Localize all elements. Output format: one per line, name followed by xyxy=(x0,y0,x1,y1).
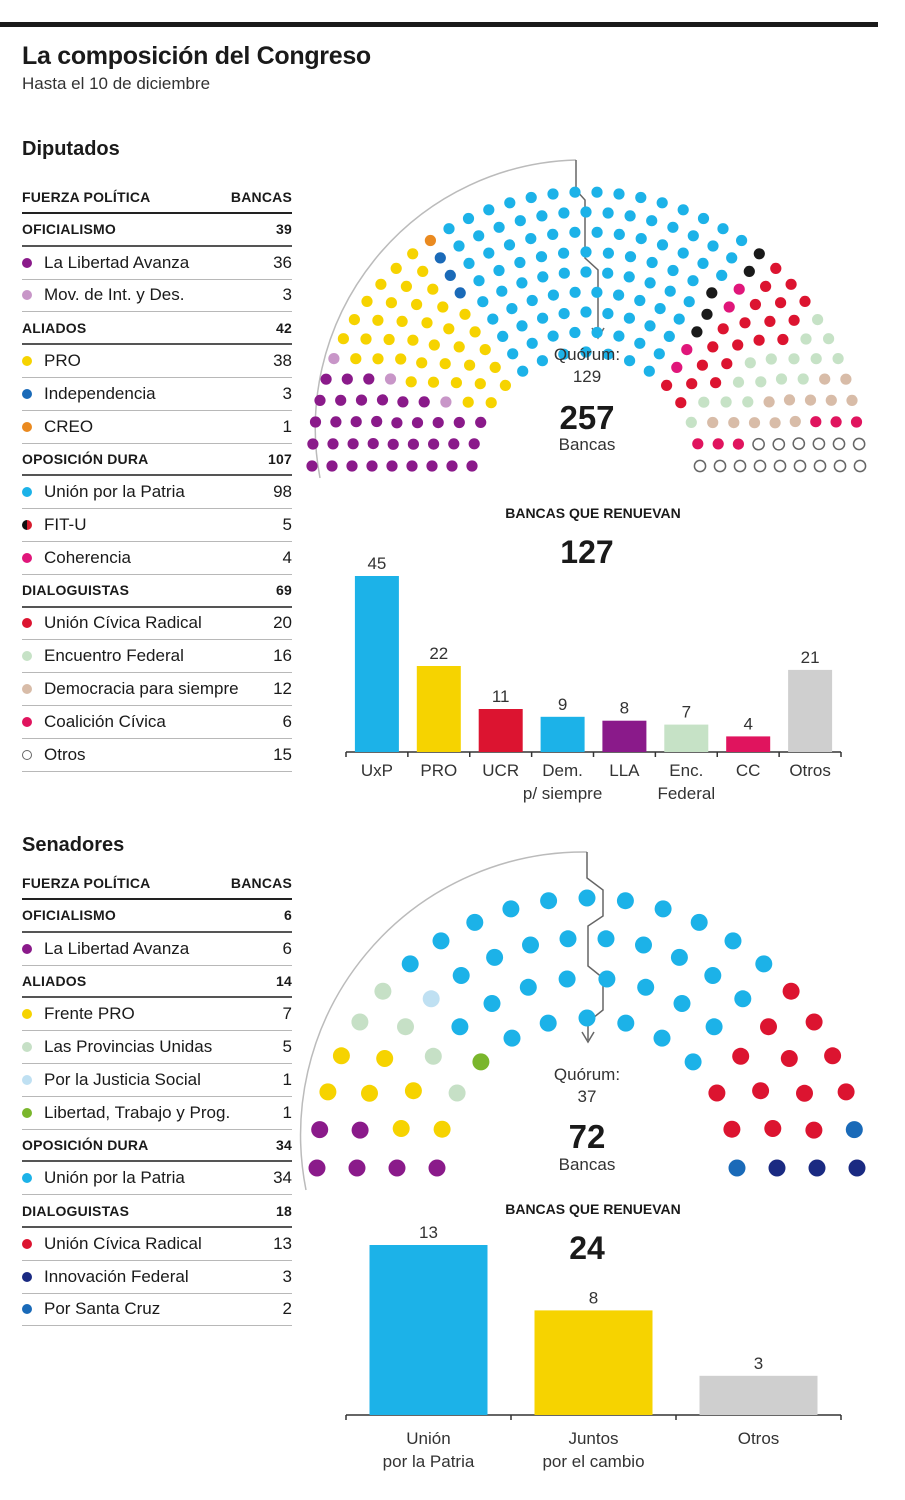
row-value: 42 xyxy=(276,319,292,336)
row-value: 98 xyxy=(273,482,292,502)
row-value: 34 xyxy=(273,1168,292,1188)
seat-innov xyxy=(849,1160,866,1177)
row-value: 3 xyxy=(282,1266,292,1286)
seat-prov xyxy=(351,1014,368,1031)
senadores-title: Senadores xyxy=(22,834,125,856)
quorum-label: Quórum: xyxy=(553,345,621,364)
row-value: 107 xyxy=(268,450,292,467)
category-label: Enc. xyxy=(669,761,704,780)
row-value: 1 xyxy=(282,416,292,436)
row-label: Democracia para siempre xyxy=(44,679,239,699)
row-label: OFICIALISMO xyxy=(22,221,116,238)
row-value: 1 xyxy=(282,1102,292,1122)
row-label: Otros xyxy=(44,744,86,764)
col-force-header: FUERZA POLÍTICA xyxy=(22,189,151,205)
row-label: OPOSICIÓN DURA xyxy=(22,1136,149,1153)
row-label: Encuentro Federal xyxy=(44,646,184,666)
seat-uxp xyxy=(637,979,654,996)
seat-pro xyxy=(393,1120,410,1137)
row-label: DIALOGUISTAS xyxy=(22,1202,130,1219)
seat-total-label: Bancas xyxy=(558,1155,616,1174)
seat-ucr xyxy=(732,1048,749,1065)
seat-lla xyxy=(309,1160,326,1177)
seat-pro xyxy=(405,1082,422,1099)
row-label: Coherencia xyxy=(44,547,131,567)
bar-otros xyxy=(700,1376,818,1415)
category-label: Federal xyxy=(657,784,716,803)
seat-lla xyxy=(352,1122,369,1139)
seat-uxp xyxy=(617,892,634,909)
seat-uxp xyxy=(502,900,519,917)
seat-uxp xyxy=(598,930,615,947)
seat-prov xyxy=(397,1018,414,1035)
seat-uxp xyxy=(579,890,596,907)
seat-ucr xyxy=(781,1050,798,1067)
seat-lla xyxy=(389,1160,406,1177)
row-label: La Libertad Avanza xyxy=(44,938,190,958)
seat-uxp xyxy=(560,930,577,947)
row-value: 3 xyxy=(282,383,292,403)
row-value: 6 xyxy=(282,711,292,731)
row-label: Independencia xyxy=(44,383,156,403)
seat-uxp xyxy=(617,1015,634,1032)
seat-total: 72 xyxy=(568,1118,606,1155)
row-value: 69 xyxy=(276,582,292,599)
row-label: Las Provincias Unidas xyxy=(44,1037,213,1057)
row-value: 13 xyxy=(273,1233,292,1253)
seat-prov xyxy=(449,1085,466,1102)
seat-uxp xyxy=(706,1018,723,1035)
bar-value-label: 9 xyxy=(557,694,568,714)
seat-uxp xyxy=(725,932,742,949)
diputados-title: Diputados xyxy=(22,138,120,160)
seat-uxp xyxy=(484,995,501,1012)
seat-pro xyxy=(434,1121,451,1138)
row-value: 20 xyxy=(273,613,292,633)
row-value: 38 xyxy=(273,351,292,371)
seat-uxp xyxy=(451,1018,468,1035)
seat-prov xyxy=(374,983,391,1000)
row-value: 7 xyxy=(282,1004,292,1024)
seat-uxp xyxy=(540,1015,557,1032)
seat-uxp xyxy=(453,967,470,984)
seat-uxp xyxy=(579,1010,596,1027)
seat-uxp xyxy=(540,892,557,909)
seat-pro xyxy=(376,1050,393,1067)
seat-uxp xyxy=(504,1030,521,1047)
renew-total: 24 xyxy=(569,1230,605,1266)
row-value: 1 xyxy=(282,1069,292,1089)
seat-ucr xyxy=(760,1018,777,1035)
category-label: PRO xyxy=(420,761,458,780)
seat-innov xyxy=(769,1160,786,1177)
bar-value-label: 13 xyxy=(419,1223,438,1242)
bar-value-label: 3 xyxy=(753,1353,764,1373)
seat-pjs xyxy=(423,990,440,1007)
seat-ucr xyxy=(838,1083,855,1100)
row-label: ALIADOS xyxy=(22,319,87,336)
seat-ucr xyxy=(783,983,800,1000)
seat-lla xyxy=(349,1160,366,1177)
seat-uxp xyxy=(402,955,419,972)
bar-value-label: 8 xyxy=(588,1288,599,1308)
seat-ucr xyxy=(764,1120,781,1137)
row-label: Libertad, Trabajo y Prog. xyxy=(44,1102,231,1122)
seat-uxp xyxy=(685,1053,702,1070)
row-label: ALIADOS xyxy=(22,972,87,989)
seat-total-label: Bancas xyxy=(558,435,616,454)
seat-ucr xyxy=(824,1047,841,1064)
category-label: Juntos xyxy=(568,1429,619,1448)
quorum-value: 129 xyxy=(572,367,602,386)
renew-title: BANCAS QUE RENUEVAN xyxy=(505,1201,681,1217)
renew-total: 127 xyxy=(560,534,614,570)
bar-value-label: 11 xyxy=(491,687,510,706)
row-value: 5 xyxy=(282,515,292,535)
row-value: 5 xyxy=(282,1037,292,1057)
category-label: LLA xyxy=(609,761,640,780)
bar-value-label: 8 xyxy=(619,698,630,718)
quorum-value: 37 xyxy=(577,1087,597,1106)
row-label: La Libertad Avanza xyxy=(44,252,190,272)
bar-union-por-la-patria xyxy=(370,1245,488,1415)
row-value: 3 xyxy=(282,285,292,305)
category-label: UCR xyxy=(482,761,520,780)
row-label: PRO xyxy=(44,351,81,371)
seat-uxp xyxy=(520,979,537,996)
seat-ucr xyxy=(708,1085,725,1102)
bar-juntos-por-el-cambio xyxy=(535,1310,653,1415)
row-value: 36 xyxy=(273,252,292,272)
row-label: Innovación Federal xyxy=(44,1266,189,1286)
seat-ucr xyxy=(805,1122,822,1139)
seat-uxp xyxy=(522,937,539,954)
row-label: Unión Cívica Radical xyxy=(44,1233,202,1253)
seat-uxp xyxy=(755,955,772,972)
row-label: Por Santa Cruz xyxy=(44,1299,161,1319)
category-label: Dem. xyxy=(542,761,583,780)
seat-prov xyxy=(425,1048,442,1065)
seat-ltp xyxy=(472,1053,489,1070)
page-title: La composición del Congreso xyxy=(22,42,371,70)
row-value: 16 xyxy=(273,646,292,666)
page-subtitle: Hasta el 10 de diciembre xyxy=(22,74,211,93)
row-label: OPOSICIÓN DURA xyxy=(22,450,149,467)
seat-ucr xyxy=(806,1014,823,1031)
col-seats-header: BANCAS xyxy=(230,875,292,891)
seat-lla xyxy=(429,1160,446,1177)
bar-value-label: 45 xyxy=(367,554,387,573)
seat-ucr xyxy=(752,1082,769,1099)
category-label: Unión xyxy=(406,1429,451,1448)
seat-uxp xyxy=(486,949,503,966)
row-label: Unión Cívica Radical xyxy=(44,613,202,633)
bar-value-label: 22 xyxy=(429,644,449,663)
row-value: 18 xyxy=(276,1202,292,1219)
seat-ucr xyxy=(723,1121,740,1138)
category-label: por el cambio xyxy=(542,1452,645,1471)
row-value: 4 xyxy=(282,547,292,567)
seat-uxp xyxy=(654,1030,671,1047)
row-value: 39 xyxy=(276,221,292,238)
seat-ucr xyxy=(796,1085,813,1102)
row-value: 12 xyxy=(273,679,292,699)
seat-uxp xyxy=(559,971,576,988)
seat-lla xyxy=(311,1121,328,1138)
row-value: 6 xyxy=(282,938,292,958)
category-label: CC xyxy=(735,761,761,780)
row-label: CREO xyxy=(44,416,94,436)
seat-uxp xyxy=(704,967,721,984)
seat-pro xyxy=(319,1083,336,1100)
row-value: 34 xyxy=(276,1136,292,1153)
row-label: Unión por la Patria xyxy=(44,482,185,502)
seat-uxp xyxy=(734,990,751,1007)
quorum-label: Quórum: xyxy=(553,1065,621,1084)
row-value: 15 xyxy=(273,744,292,764)
category-label: Otros xyxy=(789,761,831,780)
row-value: 14 xyxy=(276,972,292,989)
seat-uxp xyxy=(433,932,450,949)
row-label: OFICIALISMO xyxy=(22,907,116,924)
row-value: 2 xyxy=(282,1299,292,1319)
category-label: p/ siempre xyxy=(522,784,603,803)
row-label: Frente PRO xyxy=(44,1004,135,1024)
seat-pro xyxy=(361,1085,378,1102)
row-label: Mov. de Int. y Des. xyxy=(44,285,185,305)
row-label: Por la Justicia Social xyxy=(44,1069,201,1089)
seat-uxp xyxy=(598,971,615,988)
row-value: 6 xyxy=(284,907,292,924)
seat-total: 257 xyxy=(559,399,615,436)
seat-pro xyxy=(333,1047,350,1064)
row-label: Coalición Cívica xyxy=(44,711,166,731)
col-seats-header: BANCAS xyxy=(230,189,292,205)
seat-uxp xyxy=(655,900,672,917)
category-label: Otros xyxy=(737,1429,780,1448)
seat-uxp xyxy=(691,914,708,931)
category-label: por la Patria xyxy=(382,1452,475,1471)
row-label: FIT-U xyxy=(44,515,87,535)
bar-value-label: 4 xyxy=(743,714,753,734)
seat-innov xyxy=(809,1160,826,1177)
seat-psc xyxy=(846,1121,863,1138)
row-label: DIALOGUISTAS xyxy=(22,582,130,599)
seat-uxp xyxy=(466,914,483,931)
bar-value-label: 7 xyxy=(681,702,692,722)
seat-uxp xyxy=(674,995,691,1012)
col-force-header: FUERZA POLÍTICA xyxy=(22,875,151,891)
seat-psc xyxy=(729,1160,746,1177)
renew-title: BANCAS QUE RENUEVAN xyxy=(505,505,681,521)
category-label: UxP xyxy=(360,761,393,780)
row-label: Unión por la Patria xyxy=(44,1168,185,1188)
bar-value-label: 21 xyxy=(800,647,820,667)
seat-uxp xyxy=(671,949,688,966)
seat-uxp xyxy=(635,937,652,954)
